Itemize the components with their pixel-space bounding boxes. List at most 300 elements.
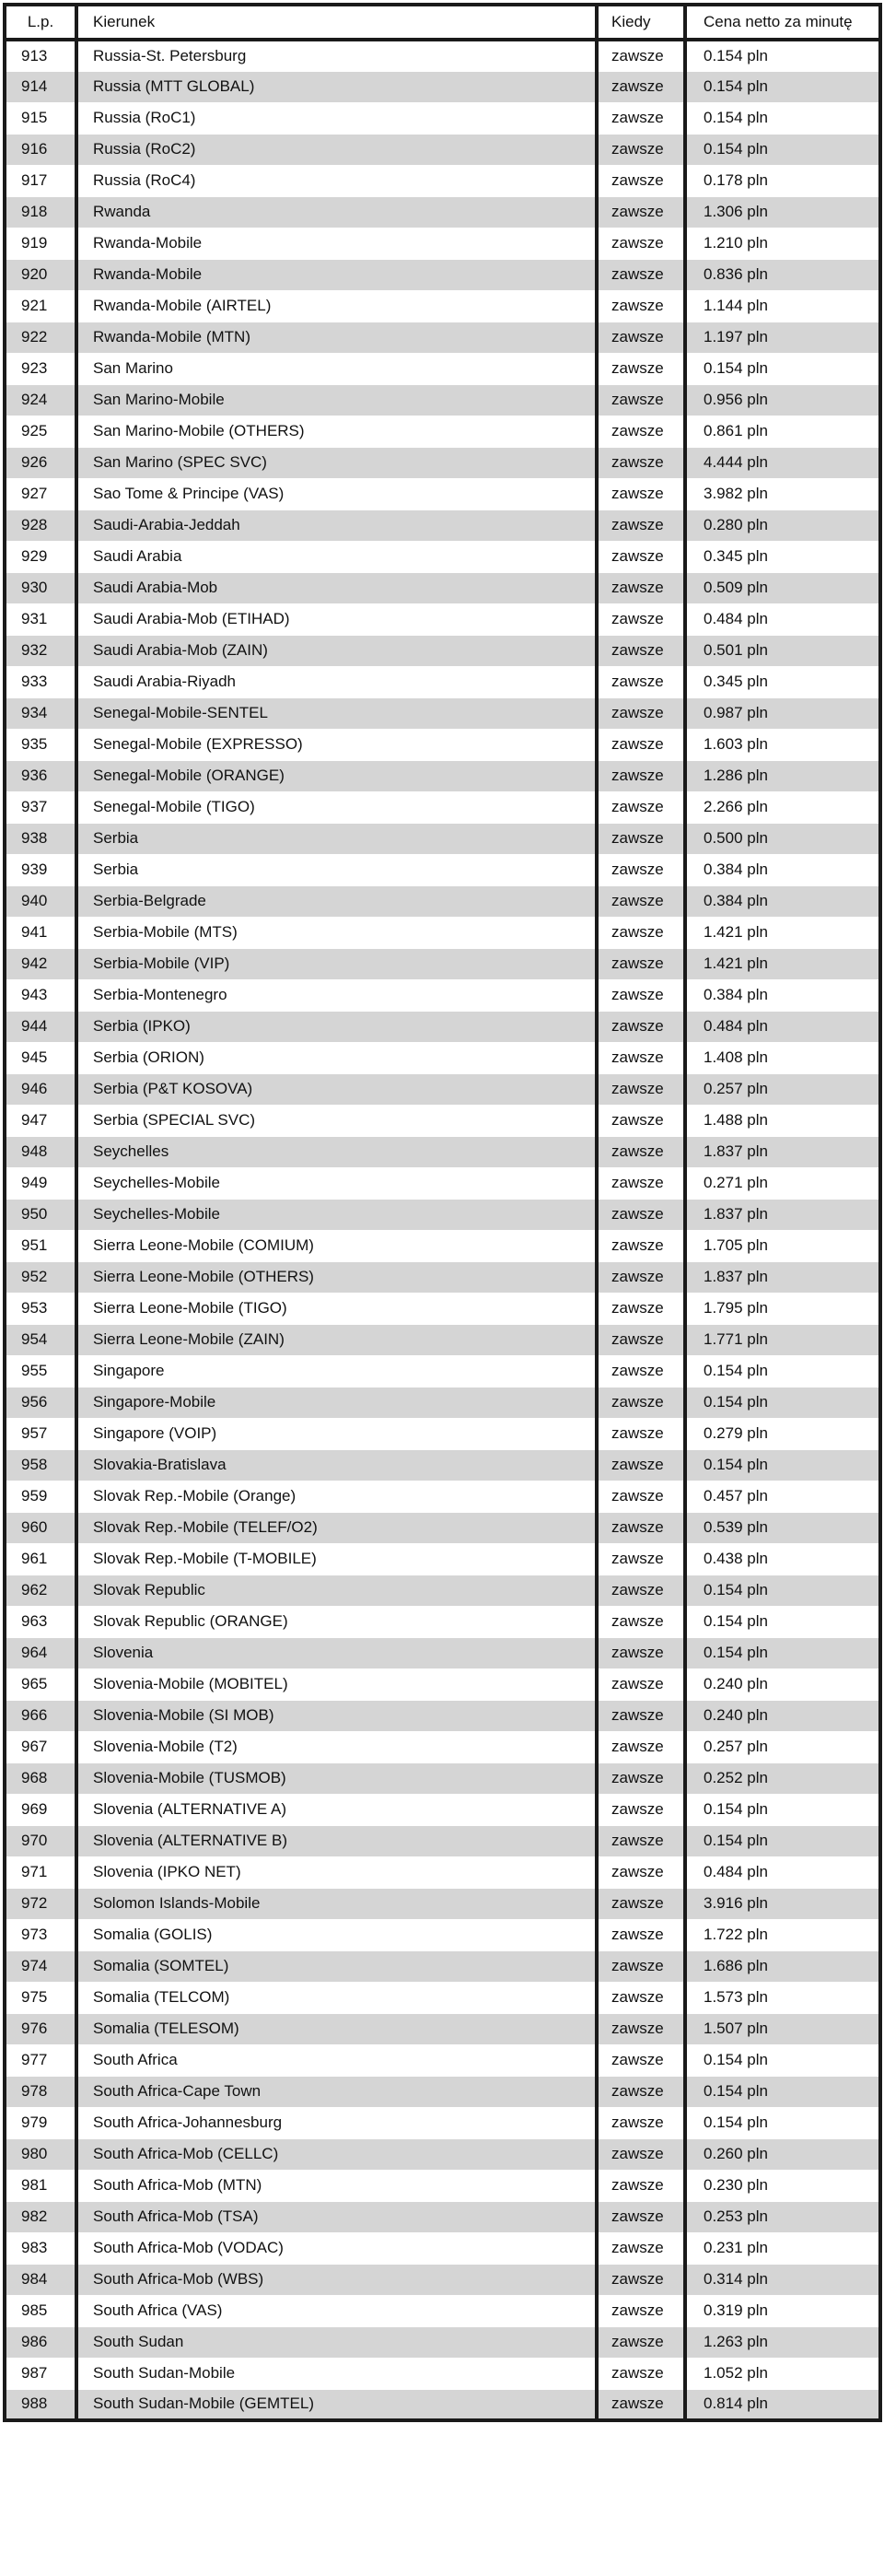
row-direction: Somalia (TELCOM) [76, 1982, 597, 2013]
table-row [5, 1481, 880, 1512]
row-when: zawsze [597, 823, 685, 854]
row-price: 0.240 pln [685, 1700, 880, 1731]
row-when: zawsze [597, 353, 685, 384]
row-lp: 983 [5, 2232, 76, 2264]
row-lp: 962 [5, 1575, 76, 1606]
row-direction: Senegal-Mobile (ORANGE) [76, 760, 597, 791]
row-price: 0.484 pln [685, 1011, 880, 1042]
table-row [5, 2201, 880, 2232]
row-price: 1.144 pln [685, 290, 880, 322]
table-row [5, 1637, 880, 1669]
row-lp: 936 [5, 760, 76, 791]
row-when: zawsze [597, 1261, 685, 1293]
row-direction: Slovenia-Mobile (T2) [76, 1731, 597, 1762]
row-price: 0.438 pln [685, 1543, 880, 1575]
table-row [5, 2138, 880, 2170]
table-header [5, 5, 880, 40]
row-price: 1.421 pln [685, 948, 880, 979]
row-when: zawsze [597, 1355, 685, 1387]
row-direction: Slovenia-Mobile (MOBITEL) [76, 1669, 597, 1700]
table-row [5, 1762, 880, 1794]
row-lp: 951 [5, 1230, 76, 1261]
row-price: 0.271 pln [685, 1167, 880, 1199]
row-price: 2.266 pln [685, 791, 880, 823]
row-price: 0.457 pln [685, 1481, 880, 1512]
row-direction: Sao Tome & Principe (VAS) [76, 478, 597, 509]
table-row [5, 1950, 880, 1982]
row-price: 0.154 pln [685, 40, 880, 71]
row-lp: 981 [5, 2170, 76, 2201]
row-direction: Somalia (GOLIS) [76, 1919, 597, 1950]
table-row [5, 666, 880, 697]
row-price: 0.230 pln [685, 2170, 880, 2201]
row-when: zawsze [597, 2170, 685, 2201]
row-price: 0.814 pln [685, 2389, 880, 2420]
row-price: 0.987 pln [685, 697, 880, 729]
row-lp: 926 [5, 447, 76, 478]
row-price: 1.263 pln [685, 2326, 880, 2358]
row-lp: 934 [5, 697, 76, 729]
row-direction: Saudi Arabia-Mob (ZAIN) [76, 635, 597, 666]
row-when: zawsze [597, 1825, 685, 1856]
table-row [5, 1418, 880, 1449]
table-row [5, 635, 880, 666]
row-direction: Slovak Rep.-Mobile (T-MOBILE) [76, 1543, 597, 1575]
table-row [5, 1700, 880, 1731]
row-direction: Singapore [76, 1355, 597, 1387]
row-lp: 949 [5, 1167, 76, 1199]
row-direction: Slovakia-Bratislava [76, 1449, 597, 1481]
table-row [5, 1825, 880, 1856]
column-header-when: Kiedy [597, 5, 685, 40]
row-direction: Serbia-Belgrade [76, 885, 597, 917]
row-direction: South Africa-Johannesburg [76, 2107, 597, 2138]
row-when: zawsze [597, 1293, 685, 1324]
row-when: zawsze [597, 1950, 685, 1982]
row-lp: 965 [5, 1669, 76, 1700]
row-direction: Solomon Islands-Mobile [76, 1888, 597, 1919]
row-lp: 917 [5, 165, 76, 196]
table-row [5, 1011, 880, 1042]
row-price: 1.795 pln [685, 1293, 880, 1324]
row-direction: Slovenia-Mobile (TUSMOB) [76, 1762, 597, 1794]
row-price: 0.154 pln [685, 2076, 880, 2107]
table-row [5, 1105, 880, 1136]
table-row [5, 572, 880, 603]
row-lp: 957 [5, 1418, 76, 1449]
table-row [5, 1261, 880, 1293]
table-row [5, 1293, 880, 1324]
table-row [5, 1888, 880, 1919]
row-direction: South Africa (VAS) [76, 2295, 597, 2326]
row-direction: Saudi-Arabia-Jeddah [76, 509, 597, 541]
row-when: zawsze [597, 2013, 685, 2044]
row-when: zawsze [597, 885, 685, 917]
row-direction: Rwanda-Mobile (MTN) [76, 322, 597, 353]
row-price: 0.384 pln [685, 979, 880, 1011]
row-price: 1.197 pln [685, 322, 880, 353]
row-when: zawsze [597, 416, 685, 447]
row-price: 0.501 pln [685, 635, 880, 666]
row-lp: 985 [5, 2295, 76, 2326]
table-row [5, 979, 880, 1011]
table-row [5, 196, 880, 228]
row-when: zawsze [597, 979, 685, 1011]
row-direction: Seychelles-Mobile [76, 1199, 597, 1230]
row-lp: 914 [5, 71, 76, 102]
row-direction: Saudi Arabia-Riyadh [76, 666, 597, 697]
table-row [5, 1167, 880, 1199]
table-row [5, 823, 880, 854]
table-row [5, 854, 880, 885]
table-row [5, 2358, 880, 2389]
row-direction: Singapore (VOIP) [76, 1418, 597, 1449]
row-when: zawsze [597, 259, 685, 290]
row-when: zawsze [597, 2232, 685, 2264]
table-row [5, 2326, 880, 2358]
row-direction: South Africa-Mob (TSA) [76, 2201, 597, 2232]
row-direction: Serbia [76, 854, 597, 885]
row-price: 0.154 pln [685, 102, 880, 134]
row-when: zawsze [597, 1794, 685, 1825]
row-price: 0.178 pln [685, 165, 880, 196]
row-price: 1.573 pln [685, 1982, 880, 2013]
table-row [5, 1669, 880, 1700]
row-price: 0.257 pln [685, 1073, 880, 1105]
row-price: 0.384 pln [685, 854, 880, 885]
row-lp: 944 [5, 1011, 76, 1042]
table-row [5, 2170, 880, 2201]
row-lp: 978 [5, 2076, 76, 2107]
row-lp: 915 [5, 102, 76, 134]
row-price: 1.837 pln [685, 1199, 880, 1230]
row-when: zawsze [597, 1387, 685, 1418]
row-when: zawsze [597, 1449, 685, 1481]
row-lp: 980 [5, 2138, 76, 2170]
row-lp: 969 [5, 1794, 76, 1825]
row-price: 1.408 pln [685, 1042, 880, 1073]
row-when: zawsze [597, 635, 685, 666]
row-price: 0.345 pln [685, 541, 880, 572]
table-row [5, 1512, 880, 1543]
row-lp: 966 [5, 1700, 76, 1731]
row-lp: 916 [5, 134, 76, 165]
row-lp: 979 [5, 2107, 76, 2138]
row-lp: 986 [5, 2326, 76, 2358]
table-row [5, 1449, 880, 1481]
row-lp: 968 [5, 1762, 76, 1794]
row-lp: 937 [5, 791, 76, 823]
row-price: 0.154 pln [685, 1449, 880, 1481]
rate-table [3, 3, 882, 2422]
row-lp: 945 [5, 1042, 76, 1073]
row-lp: 963 [5, 1606, 76, 1637]
table-row [5, 1606, 880, 1637]
row-lp: 953 [5, 1293, 76, 1324]
row-price: 1.488 pln [685, 1105, 880, 1136]
table-row [5, 1919, 880, 1950]
row-lp: 987 [5, 2358, 76, 2389]
table-row [5, 134, 880, 165]
row-when: zawsze [597, 447, 685, 478]
row-price: 1.722 pln [685, 1919, 880, 1950]
table-row [5, 603, 880, 635]
row-lp: 935 [5, 729, 76, 760]
row-when: zawsze [597, 228, 685, 259]
row-when: zawsze [597, 1418, 685, 1449]
row-lp: 941 [5, 917, 76, 948]
row-direction: Singapore-Mobile [76, 1387, 597, 1418]
row-lp: 928 [5, 509, 76, 541]
row-lp: 959 [5, 1481, 76, 1512]
row-when: zawsze [597, 2201, 685, 2232]
row-price: 0.154 pln [685, 134, 880, 165]
table-row [5, 509, 880, 541]
row-price: 1.286 pln [685, 760, 880, 791]
row-price: 0.154 pln [685, 1575, 880, 1606]
table-row [5, 353, 880, 384]
row-direction: Serbia-Mobile (VIP) [76, 948, 597, 979]
table-row [5, 1230, 880, 1261]
row-price: 3.982 pln [685, 478, 880, 509]
row-when: zawsze [597, 760, 685, 791]
row-lp: 947 [5, 1105, 76, 1136]
row-when: zawsze [597, 541, 685, 572]
row-price: 1.421 pln [685, 917, 880, 948]
row-direction: South Africa-Mob (MTN) [76, 2170, 597, 2201]
row-lp: 927 [5, 478, 76, 509]
row-direction: Somalia (SOMTEL) [76, 1950, 597, 1982]
row-lp: 956 [5, 1387, 76, 1418]
table-row [5, 2389, 880, 2420]
row-direction: Serbia (P&T KOSOVA) [76, 1073, 597, 1105]
row-direction: South Sudan [76, 2326, 597, 2358]
table-row [5, 2232, 880, 2264]
row-lp: 954 [5, 1324, 76, 1355]
row-when: zawsze [597, 290, 685, 322]
table-row [5, 1199, 880, 1230]
row-direction: Serbia (IPKO) [76, 1011, 597, 1042]
row-lp: 982 [5, 2201, 76, 2232]
row-price: 0.154 pln [685, 2107, 880, 2138]
row-when: zawsze [597, 666, 685, 697]
row-direction: Russia-St. Petersburg [76, 40, 597, 71]
row-price: 0.154 pln [685, 1794, 880, 1825]
row-direction: Serbia-Mobile (MTS) [76, 917, 597, 948]
row-when: zawsze [597, 1199, 685, 1230]
row-when: zawsze [597, 1982, 685, 2013]
row-when: zawsze [597, 791, 685, 823]
row-when: zawsze [597, 71, 685, 102]
row-lp: 932 [5, 635, 76, 666]
row-when: zawsze [597, 917, 685, 948]
row-direction: Slovenia (IPKO NET) [76, 1856, 597, 1888]
row-when: zawsze [597, 322, 685, 353]
row-direction: South Sudan-Mobile (GEMTEL) [76, 2389, 597, 2420]
row-direction: Slovak Rep.-Mobile (Orange) [76, 1481, 597, 1512]
row-price: 0.500 pln [685, 823, 880, 854]
row-lp: 921 [5, 290, 76, 322]
row-when: zawsze [597, 2044, 685, 2076]
table-row [5, 1982, 880, 2013]
row-direction: Rwanda-Mobile (AIRTEL) [76, 290, 597, 322]
row-direction: Slovenia (ALTERNATIVE B) [76, 1825, 597, 1856]
row-direction: Slovenia-Mobile (SI MOB) [76, 1700, 597, 1731]
row-price: 0.345 pln [685, 666, 880, 697]
row-price: 0.484 pln [685, 1856, 880, 1888]
row-price: 0.154 pln [685, 71, 880, 102]
row-direction: South Sudan-Mobile [76, 2358, 597, 2389]
row-direction: Rwanda-Mobile [76, 228, 597, 259]
row-lp: 924 [5, 384, 76, 416]
row-lp: 946 [5, 1073, 76, 1105]
table-row [5, 2076, 880, 2107]
row-lp: 967 [5, 1731, 76, 1762]
row-when: zawsze [597, 1042, 685, 1073]
row-direction: Slovak Rep.-Mobile (TELEF/O2) [76, 1512, 597, 1543]
row-when: zawsze [597, 1543, 685, 1575]
row-price: 4.444 pln [685, 447, 880, 478]
row-lp: 961 [5, 1543, 76, 1575]
row-direction: South Africa-Cape Town [76, 2076, 597, 2107]
row-direction: Rwanda [76, 196, 597, 228]
row-price: 0.260 pln [685, 2138, 880, 2170]
table-row [5, 416, 880, 447]
row-when: zawsze [597, 1512, 685, 1543]
row-direction: Sierra Leone-Mobile (ZAIN) [76, 1324, 597, 1355]
table-row [5, 1355, 880, 1387]
row-when: zawsze [597, 384, 685, 416]
row-direction: Saudi Arabia-Mob [76, 572, 597, 603]
row-price: 1.837 pln [685, 1136, 880, 1167]
row-when: zawsze [597, 165, 685, 196]
row-direction: Serbia [76, 823, 597, 854]
row-when: zawsze [597, 1324, 685, 1355]
row-price: 0.861 pln [685, 416, 880, 447]
table-row [5, 791, 880, 823]
row-price: 0.154 pln [685, 1637, 880, 1669]
row-price: 1.603 pln [685, 729, 880, 760]
table-row [5, 948, 880, 979]
row-price: 0.314 pln [685, 2264, 880, 2295]
row-direction: Serbia-Montenegro [76, 979, 597, 1011]
row-price: 0.257 pln [685, 1731, 880, 1762]
row-when: zawsze [597, 102, 685, 134]
row-lp: 977 [5, 2044, 76, 2076]
row-when: zawsze [597, 572, 685, 603]
row-direction: Slovak Republic (ORANGE) [76, 1606, 597, 1637]
table-row [5, 1324, 880, 1355]
row-when: zawsze [597, 2389, 685, 2420]
row-lp: 975 [5, 1982, 76, 2013]
row-price: 0.253 pln [685, 2201, 880, 2232]
row-direction: Somalia (TELESOM) [76, 2013, 597, 2044]
row-when: zawsze [597, 1105, 685, 1136]
table-row [5, 1387, 880, 1418]
row-lp: 923 [5, 353, 76, 384]
row-lp: 988 [5, 2389, 76, 2420]
row-when: zawsze [597, 1073, 685, 1105]
row-price: 0.280 pln [685, 509, 880, 541]
row-when: zawsze [597, 2358, 685, 2389]
row-price: 1.052 pln [685, 2358, 880, 2389]
row-lp: 913 [5, 40, 76, 71]
row-lp: 943 [5, 979, 76, 1011]
row-price: 0.539 pln [685, 1512, 880, 1543]
table-row [5, 729, 880, 760]
row-direction: Seychelles-Mobile [76, 1167, 597, 1199]
row-price: 0.154 pln [685, 1387, 880, 1418]
row-lp: 929 [5, 541, 76, 572]
row-lp: 973 [5, 1919, 76, 1950]
row-when: zawsze [597, 1888, 685, 1919]
row-price: 1.705 pln [685, 1230, 880, 1261]
row-direction: Senegal-Mobile (TIGO) [76, 791, 597, 823]
row-price: 0.154 pln [685, 1606, 880, 1637]
row-price: 0.956 pln [685, 384, 880, 416]
row-when: zawsze [597, 478, 685, 509]
table-row [5, 71, 880, 102]
row-direction: San Marino-Mobile (OTHERS) [76, 416, 597, 447]
row-direction: Slovenia [76, 1637, 597, 1669]
row-lp: 938 [5, 823, 76, 854]
row-price: 3.916 pln [685, 1888, 880, 1919]
row-direction: Russia (RoC2) [76, 134, 597, 165]
table-row [5, 885, 880, 917]
table-row [5, 1073, 880, 1105]
table-row [5, 165, 880, 196]
table-row [5, 2044, 880, 2076]
table-row [5, 259, 880, 290]
row-direction: South Africa-Mob (WBS) [76, 2264, 597, 2295]
row-price: 0.279 pln [685, 1418, 880, 1449]
row-lp: 940 [5, 885, 76, 917]
row-direction: Russia (RoC1) [76, 102, 597, 134]
row-direction: South Africa [76, 2044, 597, 2076]
row-when: zawsze [597, 2295, 685, 2326]
table-body [5, 40, 880, 2420]
row-lp: 918 [5, 196, 76, 228]
row-direction: Rwanda-Mobile [76, 259, 597, 290]
row-direction: Saudi Arabia [76, 541, 597, 572]
row-lp: 931 [5, 603, 76, 635]
row-price: 0.154 pln [685, 1825, 880, 1856]
row-when: zawsze [597, 1136, 685, 1167]
row-lp: 933 [5, 666, 76, 697]
row-lp: 930 [5, 572, 76, 603]
row-direction: South Africa-Mob (VODAC) [76, 2232, 597, 2264]
table-row [5, 1856, 880, 1888]
row-when: zawsze [597, 1919, 685, 1950]
column-header-direction: Kierunek [76, 5, 597, 40]
table-row [5, 1575, 880, 1606]
row-when: zawsze [597, 2326, 685, 2358]
row-direction: Sierra Leone-Mobile (OTHERS) [76, 1261, 597, 1293]
column-header-price: Cena netto za minutę [685, 5, 880, 40]
row-direction: Serbia (SPECIAL SVC) [76, 1105, 597, 1136]
row-price: 1.837 pln [685, 1261, 880, 1293]
row-price: 1.306 pln [685, 196, 880, 228]
table-row [5, 478, 880, 509]
table-row [5, 2013, 880, 2044]
row-direction: San Marino [76, 353, 597, 384]
row-when: zawsze [597, 134, 685, 165]
table-row [5, 2107, 880, 2138]
row-lp: 925 [5, 416, 76, 447]
table-row [5, 1731, 880, 1762]
row-lp: 976 [5, 2013, 76, 2044]
row-lp: 970 [5, 1825, 76, 1856]
